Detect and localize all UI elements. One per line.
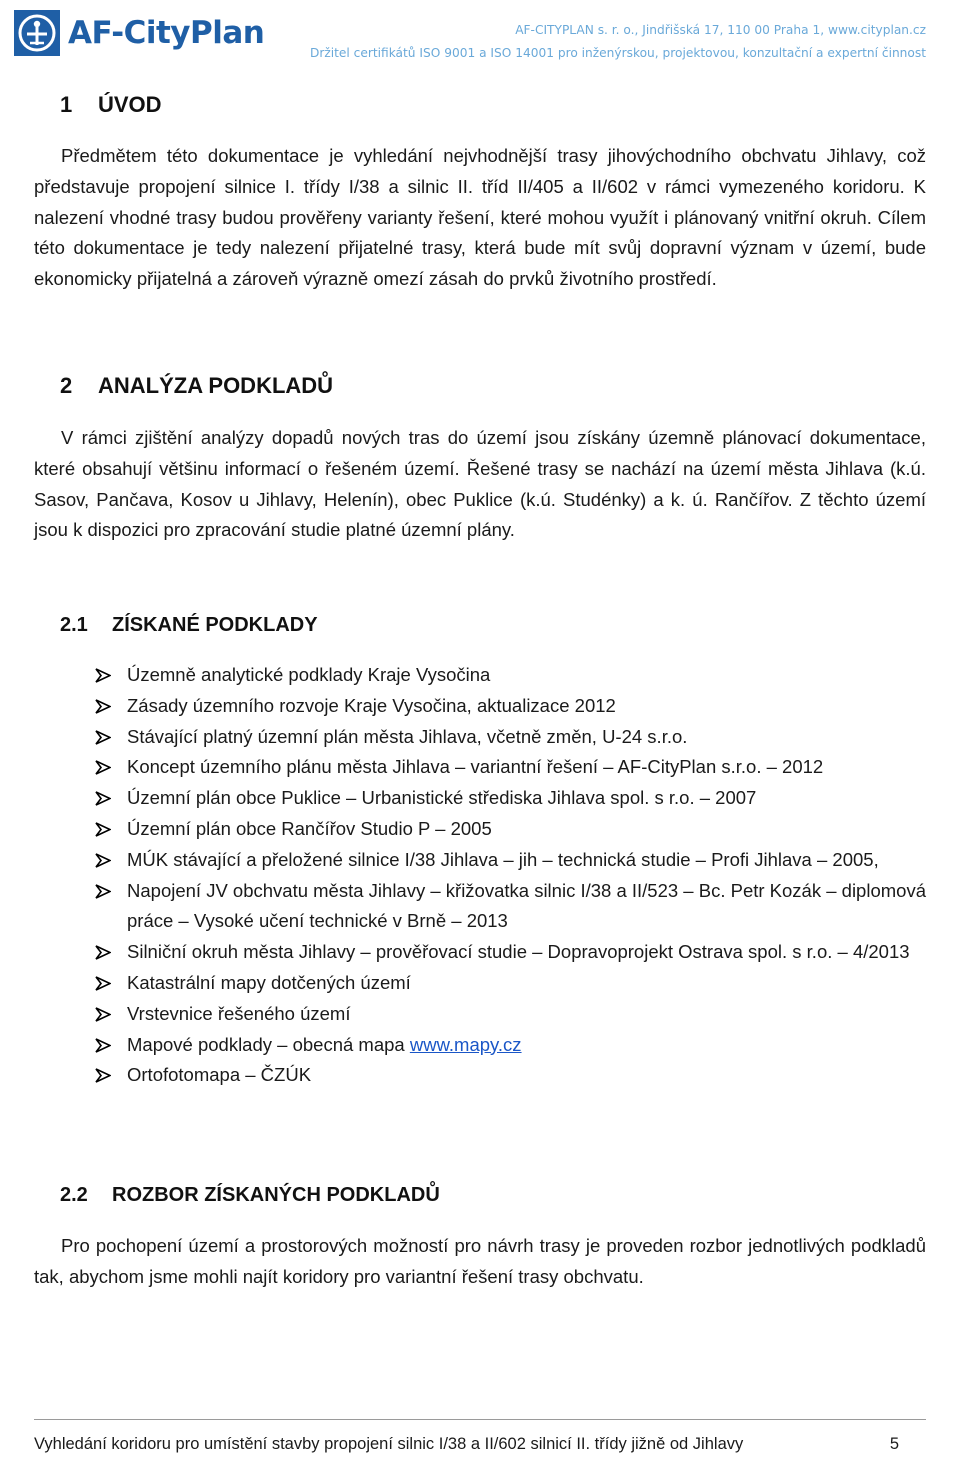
- arrowhead-bullet-icon: [95, 976, 111, 991]
- arrowhead-bullet-icon: [95, 1007, 111, 1022]
- list-item: Mapové podklady – obecná mapa www.mapy.cz: [0, 1030, 926, 1061]
- logo-text: AF-CityPlan: [68, 15, 265, 51]
- footer-divider: [34, 1419, 926, 1420]
- arrowhead-bullet-icon: [95, 760, 111, 775]
- section-title: ROZBOR ZÍSKANÝCH PODKLADŮ: [112, 1184, 440, 1206]
- list-item: Územní plán obce Rančířov Studio P – 2005: [0, 814, 926, 845]
- af-cityplan-logo-icon: [14, 10, 60, 56]
- mapy-cz-link[interactable]: www.mapy.cz: [409, 1033, 522, 1055]
- list-item: Napojení JV obchvatu města Jihlavy – křižovatka silnic I/38 a II/523 – Bc. Petr Kozák – diplomová práce – Vysoké učení technické v Brně – 2013: [0, 876, 926, 938]
- arrowhead-bullet-icon: [95, 853, 111, 868]
- section-title: ZÍSKANÉ PODKLADY: [112, 614, 318, 636]
- list-item: Územně analytické podklady Kraje Vysočina: [0, 660, 926, 691]
- section-2-1-heading: [60, 614, 318, 637]
- list-item: Územní plán obce Puklice – Urbanistické střediska Jihlava spol. s r.o. – 2007: [0, 783, 926, 814]
- arrowhead-bullet-icon: [95, 884, 111, 899]
- company-address: AF-CITYPLAN s. r. o., Jindřišská 17, 110 00 Praha 1, www.cityplan.cz: [515, 23, 926, 37]
- list-item: Silniční okruh města Jihlavy – prověřovací studie – Dopravoprojekt Ostrava spol. s r.o. – 4/2013: [0, 937, 926, 968]
- list-item: Katastrální mapy dotčených území: [0, 968, 926, 999]
- section-number: 2.2: [60, 1184, 88, 1206]
- section-number: 1: [60, 92, 73, 117]
- list-item: Zásady územního rozvoje Kraje Vysočina, aktualizace 2012: [0, 691, 926, 722]
- section-2-paragraph: V rámci zjištění analýzy dopadů nových tras do území jsou získány územně plánovací dokumentace, které obsahují většinu informací o řešeném území. Řešené trasy se nachází na území města Jihlava (k.ú. Sasov, Pančava, Kosov u Jihlavy, Helenín), obec Puklice (k.ú. Studénky) a k. ú. Rančířov. Z těchto území jsou k dispozici pro zpracování studie platné územní plány.: [34, 427, 926, 541]
- section-number: 2: [60, 373, 73, 398]
- footer-title: Vyhledání koridoru pro umístění stavby propojení silnic I/38 a II/602 silnicí II. třídy jižně od Jihlavy: [34, 1435, 744, 1453]
- section-2-2-paragraph: Pro pochopení území a prostorových možností pro návrh trasy je proveden rozbor jednotlivých podkladů tak, abychom jsme mohli najít koridory pro variantní řešení trasy obchvatu.: [34, 1235, 926, 1287]
- list-item: Ortofotomapa – ČZÚK: [0, 1060, 926, 1091]
- section-number: 2.1: [60, 614, 88, 636]
- section-1-paragraph: Předmětem této dokumentace je vyhledání nejvhodnější trasy jihovýchodního obchvatu Jihlavy, což představuje propojení silnice I. třídy I/38 a silnic II. tříd II/405 a II/602 v rámci vymezeného koridoru. K nalezení vhodné trasy budou prověřeny varianty řešení, které mohou využít i plánovaný vnitřní okruh. Cílem této dokumentace je tedy nalezení přijatelné trasy, která bude mít svůj dopravní význam v území, bude ekonomicky přijatelná a zároveň výrazně omezí zásah do prvků životního prostředí.: [34, 145, 926, 290]
- arrowhead-bullet-icon: [95, 1038, 111, 1053]
- company-info: [310, 19, 926, 65]
- section-2-heading: [60, 373, 333, 399]
- arrowhead-bullet-icon: [95, 730, 111, 745]
- arrowhead-bullet-icon: [95, 945, 111, 960]
- list-item: Koncept územního plánu města Jihlava – variantní řešení – AF-CityPlan s.r.o. – 2012: [0, 752, 926, 783]
- page-number: 5: [889, 1435, 899, 1453]
- section-title: ANALÝZA PODKLADŮ: [98, 373, 334, 398]
- certification-line: Držitel certifikátů ISO 9001 a ISO 14001 pro inženýrskou, projektovou, konzultační a expertní činnost: [309, 46, 926, 60]
- sources-list: [0, 660, 960, 1091]
- section-1-heading: [60, 92, 162, 118]
- list-item: Stávající platný územní plán města Jihlava, včetně změn, U-24 s.r.o.: [0, 722, 926, 753]
- page-header: [0, 0, 960, 64]
- arrowhead-bullet-icon: [95, 791, 111, 806]
- list-item: Vrstevnice řešeného území: [0, 999, 926, 1030]
- list-item: MÚK stávající a přeložené silnice I/38 Jihlava – jih – technická studie – Profi Jihlava – 2005,: [0, 845, 926, 876]
- arrowhead-bullet-icon: [95, 699, 111, 714]
- arrowhead-bullet-icon: [95, 668, 111, 683]
- section-title: ÚVOD: [98, 92, 162, 117]
- arrowhead-bullet-icon: [95, 822, 111, 837]
- section-2-2-heading: [60, 1184, 440, 1207]
- company-logo: [14, 10, 264, 56]
- arrowhead-bullet-icon: [95, 1068, 111, 1083]
